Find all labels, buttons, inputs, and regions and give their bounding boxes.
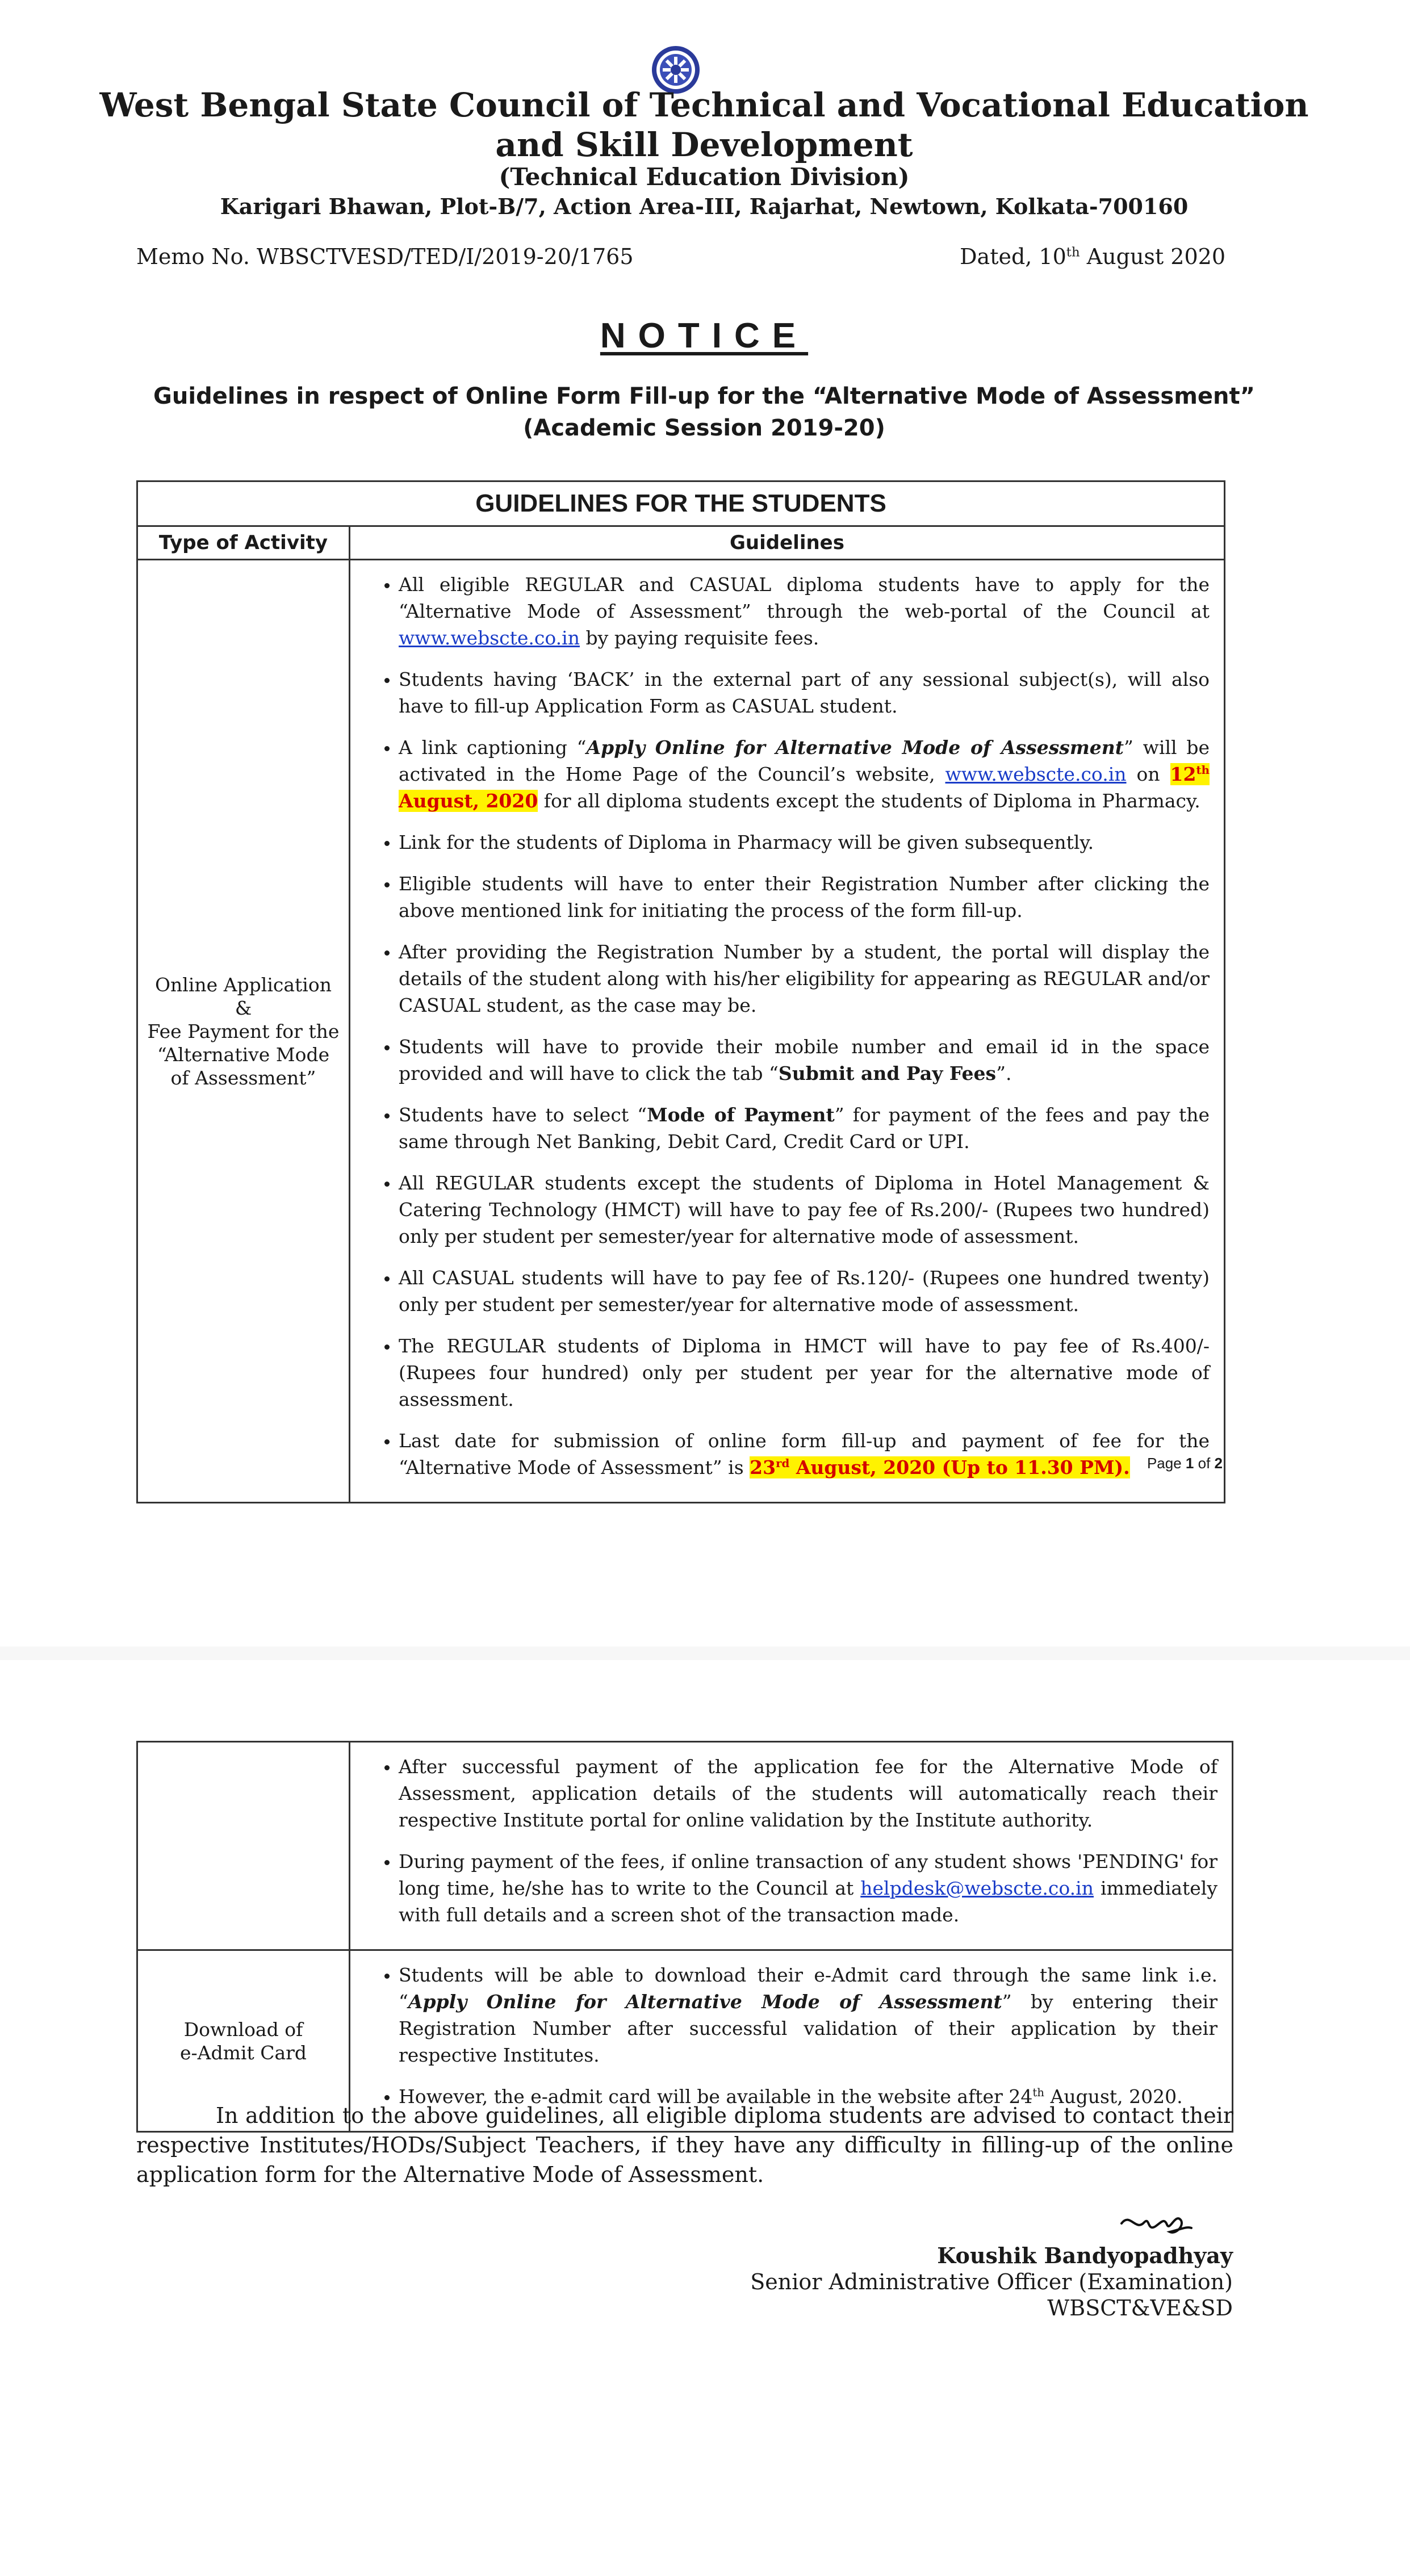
organization-name: West Bengal State Council of Technical and Vocational Education and Skill Development (99, 86, 1309, 164)
activity-download-admit-card: Download of e-Admit Card (137, 1950, 350, 2132)
list-item: • Link for the students of Diploma in Pharmacy will be given subsequently. (399, 829, 1210, 856)
list-item: • After successful payment of the application fee for the Alternative Mode of Assessment, application details of the students will automatically reach their respective Institute portal for online validation by the Institute authority. (399, 1753, 1217, 1833)
handwritten-signature-icon (1119, 2201, 1193, 2240)
memo-number: Memo No. WBSCTVESD/TED/I/2019-20/1765 (136, 244, 634, 269)
highlighted-deadline: 23rd August, 2020 (Up to 11.30 PM). (750, 1456, 1130, 1478)
list-item: • Students will have to provide their mobile number and email id in the space provided and will have to click the tab “Submit and Pay Fees”. (399, 1033, 1210, 1087)
organization-address: Karigari Bhawan, Plot-B/7, Action Area-III, Rajarhat, Newtown, Kolkata-700160 (220, 194, 1189, 219)
list-item: • All CASUAL students will have to pay fee of Rs.120/- (Rupees one hundred twenty) only per student per semester/year for alternative mode of assessment. (399, 1264, 1210, 1318)
list-item: • After providing the Registration Number by a student, the portal will display the details of the student along with his/her eligibility for appearing as REGULAR and/or CASUAL student, as the case may be. (399, 939, 1210, 1019)
signature-block (750, 2243, 1233, 2321)
list-item: • Students having ‘BACK’ in the external part of any sessional subject(s), will also have to fill-up Application Form as CASUAL student. (399, 666, 1210, 719)
guidelines-cell (350, 560, 1225, 1503)
highlighted-date: 12th August, 2020 (399, 763, 1210, 812)
portal-link[interactable]: www.webscte.co.in (945, 763, 1127, 785)
helpdesk-email-link[interactable]: helpdesk@webscte.co.in (860, 1877, 1094, 1899)
activity-cell-empty (137, 1742, 350, 1950)
memo-date: Dated, 10th August 2020 (960, 244, 1225, 269)
list-item: • However, the e-admit card will be available in the website after 24th August, 2020. (399, 2083, 1217, 2110)
page-number: Page 1 of 2 (1147, 1455, 1223, 1472)
list-item: • Last date for submission of online form fill-up and payment of fee for the “Alternative Mode of Assessment” is 23rd August, 2020 (Up to 11.30 PM). (399, 1427, 1210, 1481)
list-item: • Students will be able to download their e-Admit card through the same link i.e. “Apply Online for Alternative Mode of Assessment” by entering their Registration Number after successful validation of their application by their respective Institutes. (399, 1962, 1217, 2068)
notice-subject: Guidelines in respect of Online Form Fill-up for the “Alternative Mode of Assessment” (Academic Session 2019-20) (153, 383, 1255, 441)
signatory-name: Koushik Bandyopadhyay (937, 2243, 1233, 2268)
column-header-activity: Type of Activity (137, 526, 350, 560)
list-item: • Eligible students will have to enter their Registration Number after clicking the above mentioned link for initiating the process of the form fill-up. (399, 870, 1210, 924)
activity-online-application: Online Application & Fee Payment for the “Alternative Mode of Assessment” (137, 560, 350, 1503)
notice-title: NOTICE (600, 316, 809, 355)
list-item: • All eligible REGULAR and CASUAL diploma students have to apply for the “Alternative Mode of Assessment” through the web-portal of the Council at www.webscte.co.in by paying requisite fees. (399, 571, 1210, 651)
signatory-designation: Senior Administrative Officer (Examination) (750, 2269, 1233, 2294)
division-name: (Technical Education Division) (499, 163, 910, 191)
guidelines-table-continued (136, 1741, 1233, 2133)
guidelines-cell (350, 1742, 1233, 1950)
list-item: • During payment of the fees, if online transaction of any student shows 'PENDING' for long time, he/she has to write to the Council at helpdesk@webscte.co.in immediately with full details and a screen shot of the transaction made. (399, 1848, 1217, 1928)
list-item: • Students have to select “Mode of Payment” for payment of the fees and pay the same through Net Banking, Debit Card, Credit Card or UPI. (399, 1101, 1210, 1155)
guidelines-table (136, 480, 1225, 1503)
portal-link[interactable]: www.webscte.co.in (399, 627, 580, 649)
signatory-office: WBSCT&VE&SD (1047, 2296, 1233, 2321)
column-header-guidelines: Guidelines (350, 526, 1225, 560)
page-break (0, 1647, 1410, 1660)
table-title: GUIDELINES FOR THE STUDENTS (137, 481, 1225, 526)
list-item: • The REGULAR students of Diploma in HMCT will have to pay fee of Rs.400/- (Rupees four hundred) only per student per year for the alternative mode of assessment. (399, 1333, 1210, 1413)
closing-paragraph: In addition to the above guidelines, all eligible diploma students are advised to contact their respective Institutes/HODs/Subject Teachers, if they have any difficulty in filling-up of the online application form for the Alternative Mode of Assessment. (136, 2103, 1233, 2187)
list-item: • A link captioning “Apply Online for Alternative Mode of Assessment” will be activated in the Home Page of the Council’s website, www.webscte.co.in on 12th August, 2020 for all diploma students except the students of Diploma in Pharmacy. (399, 734, 1210, 814)
list-item: • All REGULAR students except the students of Diploma in Hotel Management & Catering Technology (HMCT) will have to pay fee of Rs.200/- (Rupees two hundred) only per student per semester/year for alternative mode of assessment. (399, 1170, 1210, 1250)
